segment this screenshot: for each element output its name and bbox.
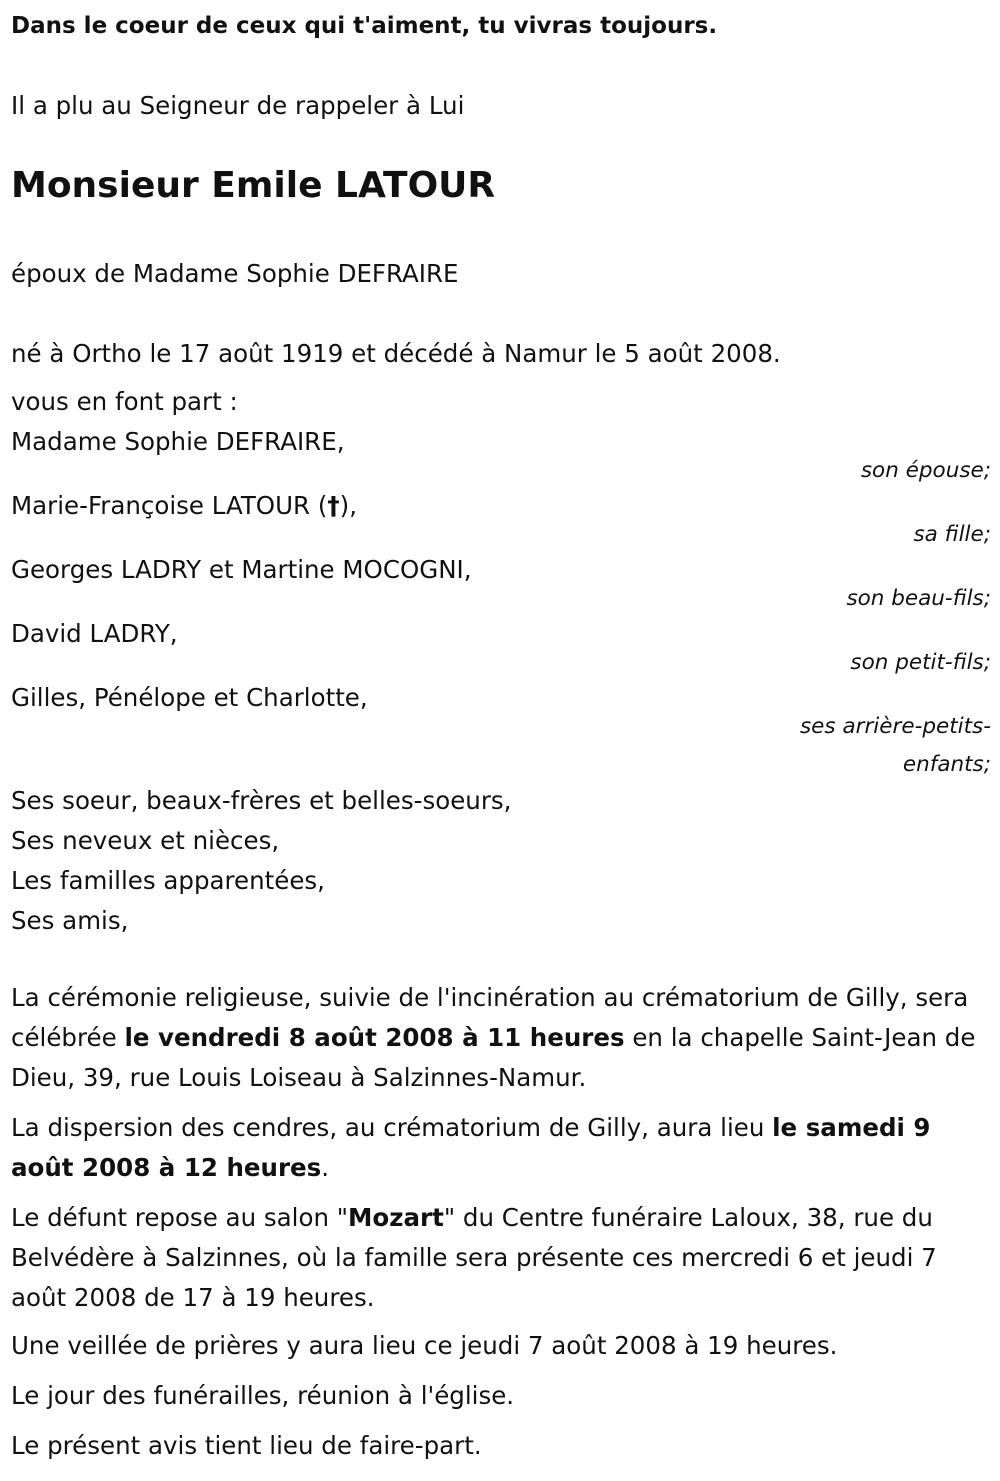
family-member-relation: son beau-fils; [846, 586, 991, 611]
funeral-day-paragraph: Le jour des funérailles, réunion à l'église. [11, 1381, 515, 1410]
announce-line: vous en font part : [11, 387, 238, 416]
family-member-name: Gilles, Pénélope et Charlotte, [11, 683, 368, 712]
dispersion-date: le samedi 9 août 2008 à 12 heures [11, 1113, 931, 1182]
cross-icon: † [327, 491, 340, 520]
other-relatives [11, 781, 511, 941]
other-relatives-line: Ses soeur, beaux-frères et belles-soeurs, [11, 786, 512, 815]
family-member [11, 426, 991, 490]
family-member-relation: sa fille; [913, 522, 991, 547]
family-member [11, 682, 991, 784]
birth-death-line: né à Ortho le 17 août 1919 et décédé à Namur le 5 août 2008. [11, 339, 781, 368]
family-member [11, 618, 991, 682]
other-relatives-line: Ses neveux et nièces, [11, 826, 280, 855]
visitation-paragraph: Le défunt repose au salon "Mozart" du Centre funéraire Laloux, 38, rue du Belvédère à Salzinnes, où la famille sera présente ces mercredi 6 et jeudi 7 août 2008 de 17 à 19 heures. [11, 1203, 937, 1312]
family-member-name: David LADRY, [11, 619, 178, 648]
salon-name: Mozart [348, 1203, 444, 1232]
spouse-line: époux de Madame Sophie DEFRAIRE [11, 259, 459, 288]
vigil-paragraph: Une veillée de prières y aura lieu ce jeudi 7 août 2008 à 19 heures. [11, 1331, 838, 1360]
dispersion-paragraph: La dispersion des cendres, au crématorium de Gilly, aura lieu le samedi 9 août 2008 à 12 heures. [11, 1113, 931, 1182]
ceremony-date: le vendredi 8 août 2008 à 11 heures [124, 1023, 625, 1052]
family-member-name: Marie-Françoise LATOUR (†), [11, 491, 357, 520]
notice-paragraph: Le présent avis tient lieu de faire-part. [11, 1431, 482, 1460]
family-member [11, 490, 991, 554]
family-member-name: Madame Sophie DEFRAIRE, [11, 427, 345, 456]
intro-line: Il a plu au Seigneur de rappeler à Lui [11, 91, 465, 120]
motto: Dans le coeur de ceux qui t'aiment, tu vivras toujours. [11, 13, 718, 39]
family-member-name: Georges LADRY et Martine MOCOGNI, [11, 555, 472, 584]
deceased-name: Monsieur Emile LATOUR [11, 165, 496, 206]
family-member-relation: ses arrière-petits- enfants; [799, 714, 991, 777]
family-list [11, 426, 991, 784]
other-relatives-line: Les familles apparentées, [11, 866, 325, 895]
family-member [11, 554, 991, 618]
family-member-relation: son épouse; [860, 458, 991, 483]
ceremony-paragraph: La cérémonie religieuse, suivie de l'incinération au crématorium de Gilly, sera célébrée le vendredi 8 août 2008 à 11 heures en la chapelle Saint-Jean de Dieu, 39, rue Louis Loiseau à Salzinnes-Namur. [11, 983, 976, 1092]
family-member-relation: son petit-fils; [850, 650, 991, 675]
other-relatives-line: Ses amis, [11, 906, 129, 935]
